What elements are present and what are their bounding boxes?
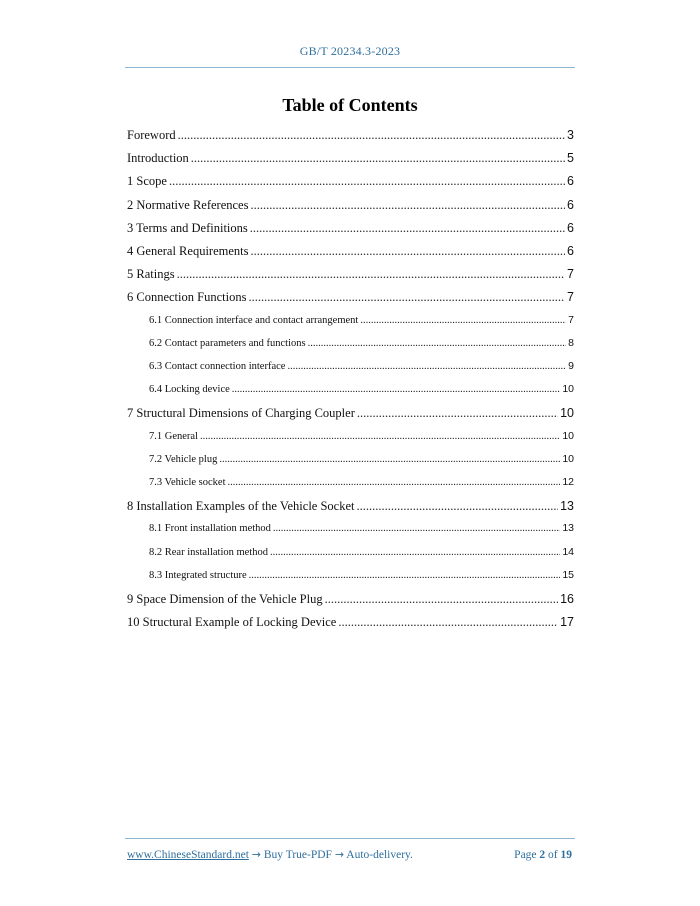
toc-entry-page: 10: [562, 383, 574, 396]
arrow-right-icon: →: [251, 848, 261, 861]
toc-entry[interactable]: [127, 592, 574, 607]
toc-entry-page: 7: [568, 313, 574, 326]
toc-subentry[interactable]: [149, 360, 574, 372]
footer-divider: [125, 838, 575, 839]
toc-leader-dots: [250, 244, 565, 259]
header-divider: [125, 67, 575, 68]
toc-entry-label: 2 Normative References: [127, 197, 249, 212]
toc-entry-page: 9: [568, 360, 574, 372]
toc-entry-page: 6: [567, 220, 574, 235]
toc-entry-label: 6.3 Contact connection interface: [149, 361, 286, 372]
toc-leader-dots: [360, 315, 566, 326]
toc-entry-label: 6 Connection Functions: [127, 290, 247, 305]
toc-leader-dots: [219, 454, 560, 465]
toc-entry[interactable]: [127, 290, 574, 305]
page-footer: [127, 848, 572, 861]
toc-leader-dots: [357, 499, 559, 514]
total-pages-number: 19: [560, 849, 572, 861]
toc-entry-page: 12: [562, 476, 574, 488]
toc-entry-page: 16: [560, 592, 574, 606]
toc-subentry[interactable]: [149, 430, 574, 442]
toc-entry-page: 6: [567, 174, 574, 189]
toc-leader-dots: [169, 174, 565, 189]
toc-leader-dots: [308, 338, 567, 349]
toc-leader-dots: [200, 431, 560, 442]
buy-true-pdf-text: Buy True-PDF: [263, 849, 332, 861]
toc-entry-page: 10: [560, 406, 574, 421]
toc-subentry[interactable]: [149, 522, 574, 534]
toc-entry-page: 7: [567, 290, 574, 305]
toc-entry-page: 14: [562, 545, 574, 558]
toc-leader-dots: [177, 267, 565, 282]
toc-subentry[interactable]: [149, 569, 574, 581]
toc-entry-page: 10: [562, 452, 574, 465]
footer-left: [127, 848, 413, 861]
toc-entry-label: Foreword: [127, 128, 176, 142]
toc-entry-label: 8.3 Integrated structure: [149, 569, 247, 581]
toc-subentry[interactable]: [149, 476, 574, 488]
toc-entry-label: 4 General Requirements: [127, 244, 249, 258]
toc-entry-label: 7.3 Vehicle socket: [149, 477, 226, 488]
toc-entry-label: 7.1 General: [149, 430, 198, 442]
toc-entry-label: 7 Structural Dimensions of Charging Coupler: [127, 406, 355, 421]
toc-entry-page: 6: [567, 244, 574, 258]
toc-entry[interactable]: [127, 221, 574, 236]
toc-entry-page: 17: [560, 615, 574, 630]
toc-leader-dots: [248, 290, 565, 305]
toc-entry-label: 8.1 Front installation method: [149, 523, 271, 535]
toc-entry-page: 7: [567, 267, 574, 282]
toc-entry-label: 5 Ratings: [127, 267, 175, 282]
arrow-right-icon: →: [334, 848, 345, 861]
toc-entry-label: Introduction: [127, 151, 189, 166]
toc-entry-label: 10 Structural Example of Locking Device: [127, 615, 337, 630]
toc-entry-page: 5: [567, 151, 574, 166]
toc-entry-label: 7.2 Vehicle plug: [149, 453, 218, 465]
toc-leader-dots: [232, 384, 561, 395]
toc-entry-page: 6: [567, 197, 574, 212]
toc-entry[interactable]: [127, 499, 574, 514]
toc-leader-dots: [228, 477, 561, 488]
toc-subentry[interactable]: [149, 314, 574, 326]
toc-entry[interactable]: [127, 151, 574, 166]
toc-entry-label: 3 Terms and Definitions: [127, 220, 248, 235]
toc-subentry[interactable]: [149, 383, 574, 395]
toc-leader-dots: [191, 151, 565, 166]
toc-subentry[interactable]: [149, 546, 574, 558]
toc-entry[interactable]: [127, 174, 574, 189]
toc-leader-dots: [249, 570, 561, 581]
toc-entry-label: 8 Installation Examples of the Vehicle Socket: [127, 499, 355, 514]
toc-entry-page: 3: [567, 128, 574, 142]
of-word: of: [548, 849, 558, 861]
toc-entry-label: 6.1 Connection interface and contact arrangement: [149, 314, 359, 326]
toc-entry-label: 1 Scope: [127, 174, 167, 189]
page-word: Page: [514, 849, 537, 861]
toc-entry[interactable]: [127, 128, 574, 143]
toc-entry-page: 13: [560, 499, 574, 514]
toc-subentry[interactable]: [149, 453, 574, 465]
toc-leader-dots: [287, 361, 566, 372]
toc-subentry[interactable]: [149, 337, 574, 349]
toc-entry-label: 6.2 Contact parameters and functions: [149, 337, 306, 349]
toc-entry-page: 8: [568, 336, 574, 349]
toc-entry[interactable]: [127, 615, 574, 630]
toc-entry[interactable]: [127, 244, 574, 259]
current-page-number: 2: [539, 849, 546, 861]
document-header: GB/T 20234.3-2023: [299, 44, 401, 58]
toc-entry-label: 9 Space Dimension of the Vehicle Plug: [127, 592, 323, 606]
toc-leader-dots: [178, 128, 565, 143]
toc-leader-dots: [357, 406, 558, 421]
site-link[interactable]: www.ChineseStandard.net: [127, 849, 249, 861]
toc-entry[interactable]: [127, 267, 574, 282]
toc-leader-dots: [270, 547, 560, 558]
toc-entry[interactable]: [127, 198, 574, 213]
toc-leader-dots: [273, 523, 560, 534]
page-title: Table of Contents: [282, 95, 418, 115]
toc-entry-page: 13: [562, 522, 574, 535]
toc-entry-label: 8.2 Rear installation method: [149, 546, 268, 558]
toc-entry-page: 10: [562, 429, 574, 442]
auto-delivery-text: Auto-delivery.: [346, 849, 413, 861]
page-indicator: [514, 849, 572, 861]
toc-leader-dots: [325, 592, 559, 607]
toc-entry-label: 6.4 Locking device: [149, 384, 230, 396]
toc-entry-page: 15: [562, 568, 574, 581]
toc-leader-dots: [250, 198, 565, 213]
toc-leader-dots: [250, 221, 565, 236]
toc-entry[interactable]: [127, 406, 574, 421]
toc-leader-dots: [338, 615, 558, 630]
